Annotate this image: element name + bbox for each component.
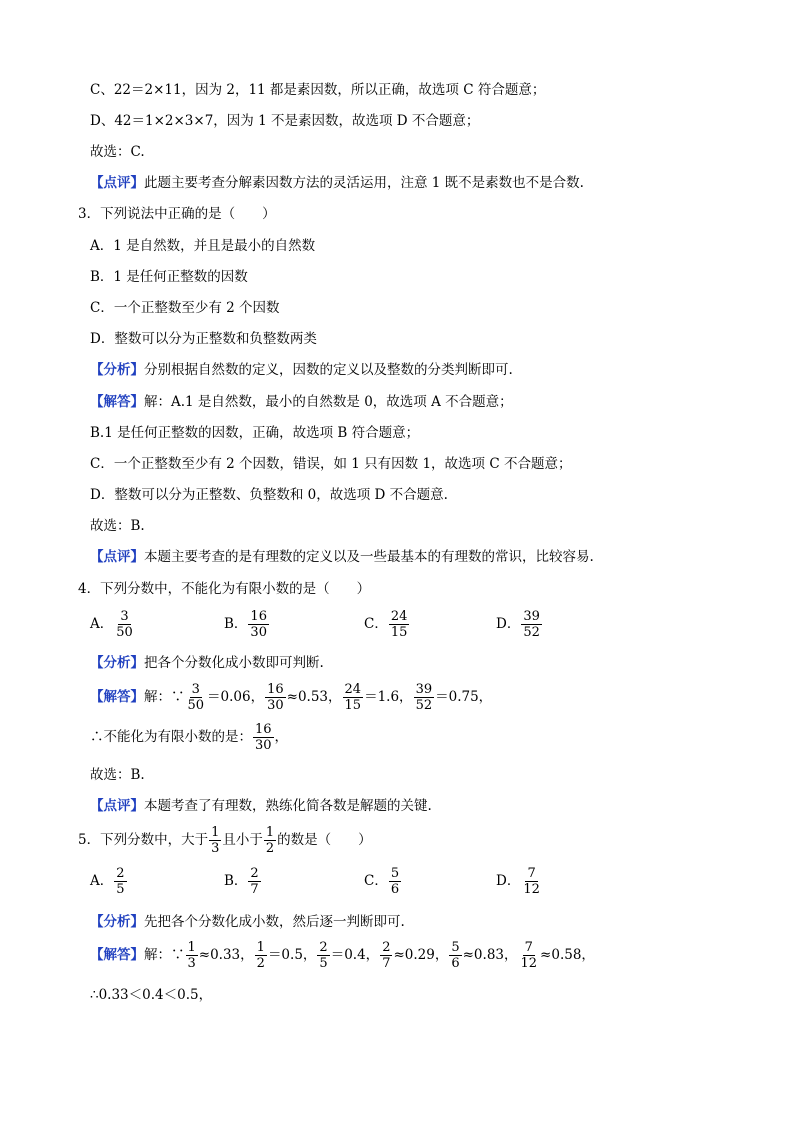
- relation: ，: [274, 729, 289, 745]
- q5-option-d: [496, 866, 543, 897]
- comment-tag: 【点评】: [90, 798, 144, 814]
- numerator: 2: [382, 940, 391, 955]
- q3-option-b: B．1 是任何正整数的因数: [90, 269, 248, 285]
- denominator: 7: [250, 882, 259, 897]
- relation: ＝1.6，: [364, 689, 413, 705]
- option-label: A．: [90, 616, 114, 632]
- numerator: 1: [187, 940, 196, 955]
- q4-comment: [90, 796, 432, 816]
- q5-answer: [90, 938, 595, 972]
- q5-option-c: [364, 866, 402, 897]
- relation: ＝0.4，: [330, 947, 380, 963]
- denominator: 2: [256, 956, 265, 971]
- fraction: [389, 609, 410, 640]
- comment-tag: 【点评】: [90, 549, 144, 565]
- q4-choose: 故选：B.: [90, 767, 145, 783]
- numerator: 2: [116, 866, 125, 881]
- therefore-text: ∴不能化为有限小数的是：: [90, 729, 252, 745]
- numerator: 39: [523, 609, 540, 624]
- numerator: 7: [524, 940, 533, 955]
- denominator: 6: [451, 956, 460, 971]
- option-label: D．: [496, 873, 521, 889]
- answer-text: 解：A.1 是自然数，最小的自然数是 0，故选项 A 不合题意；: [144, 394, 513, 410]
- numerator: 16: [255, 722, 272, 737]
- fraction: [317, 940, 329, 971]
- denominator: 5: [319, 956, 328, 971]
- fraction: [186, 940, 198, 971]
- numerator: 5: [390, 866, 400, 881]
- analysis-text: 先把各个分数化成小数，然后逐一判断即可.: [144, 914, 405, 930]
- denominator: 3: [211, 841, 220, 856]
- q4-therefore: [90, 720, 288, 754]
- option-label: C．: [364, 873, 388, 889]
- denominator: 50: [187, 698, 205, 713]
- option-label: D．: [496, 616, 521, 632]
- relation: ≈0.29，: [393, 947, 449, 963]
- fraction: [389, 866, 401, 897]
- answer-prefix: 解：∵: [144, 947, 185, 963]
- q3-choose: 故选：B.: [90, 518, 145, 534]
- q4-answer: [90, 680, 492, 714]
- denominator: 30: [250, 625, 267, 640]
- numerator: 39: [415, 682, 433, 697]
- q3-option-c: C．一个正整数至少有 2 个因数: [90, 300, 280, 316]
- q5-analysis: [90, 912, 405, 932]
- relation: ≈0.33，: [198, 947, 254, 963]
- comment-text: 本题主要考查的是有理数的定义以及一些最基本的有理数的常识，比较容易.: [144, 549, 594, 565]
- comment-line: [90, 173, 584, 193]
- q4-option-c: [364, 609, 410, 640]
- q5-option-b: [224, 866, 262, 897]
- comment-text: 本题考查了有理数，熟练化简各数是解题的关键.: [144, 798, 432, 814]
- fraction: [449, 940, 461, 971]
- option-label: B．: [224, 873, 248, 889]
- numerator: 24: [344, 682, 362, 697]
- analysis-tag: 【分析】: [90, 914, 144, 930]
- denominator: 30: [267, 698, 284, 713]
- option-label: B．: [224, 616, 248, 632]
- fraction: [519, 940, 540, 971]
- q5-option-a: [90, 866, 128, 897]
- comment-tag: 【点评】: [90, 175, 144, 191]
- fraction: [521, 609, 542, 640]
- q5-last-line: ∴0.33＜0.4＜0.5，: [90, 987, 213, 1003]
- stem-part: 的数是（ ）: [277, 832, 372, 848]
- question-4-stem: 4．下列分数中，不能化为有限小数的是（ ）: [78, 581, 371, 597]
- q3-answer-line-1: [90, 392, 513, 412]
- numerator: 16: [267, 682, 284, 697]
- q4-option-a: [90, 609, 136, 640]
- stem-part: 且小于: [222, 832, 263, 848]
- relation: ＝0.06，: [207, 689, 265, 705]
- answer-tag: 【解答】: [90, 394, 144, 410]
- numerator: 2: [319, 940, 328, 955]
- relation: ≈0.83，: [462, 947, 518, 963]
- question-5-stem: [78, 823, 372, 857]
- q4-analysis: [90, 653, 324, 673]
- denominator: 15: [344, 698, 362, 713]
- fraction: [114, 866, 126, 897]
- option-label: C．: [364, 616, 388, 632]
- fraction: [114, 609, 135, 640]
- comment-text: 此题主要考查分解素因数方法的灵活运用，注意 1 既不是素数也不是合数.: [144, 175, 584, 191]
- fraction: [343, 682, 364, 713]
- denominator: 52: [523, 625, 540, 640]
- numerator: 7: [527, 866, 536, 881]
- fraction: [414, 682, 435, 713]
- fraction: [380, 940, 392, 971]
- denominator: 52: [415, 698, 433, 713]
- denominator: 50: [116, 625, 133, 640]
- q3-answer-line-2: B.1 是任何正整数的因数，正确，故选项 B 符合题意；: [90, 425, 420, 441]
- option-label: A．: [90, 873, 114, 889]
- question-3-stem: 3．下列说法中正确的是（ ）: [78, 206, 276, 222]
- fraction: [521, 866, 542, 897]
- denominator: 3: [187, 956, 196, 971]
- analysis-tag: 【分析】: [90, 362, 144, 378]
- q3-analysis: [90, 360, 513, 380]
- numerator: 24: [390, 609, 408, 624]
- q3-option-a: A．1 是自然数，并且是最小的自然数: [90, 238, 316, 254]
- analysis-text: 把各个分数化成小数即可判断.: [144, 655, 324, 671]
- relation: ＝0.75，: [435, 689, 493, 705]
- denominator: 7: [382, 956, 391, 971]
- denominator: 12: [520, 956, 538, 971]
- fraction: [209, 825, 221, 856]
- q3-option-d: D．整数可以分为正整数和负整数两类: [90, 331, 317, 347]
- answer-tag: 【解答】: [90, 689, 144, 705]
- relation: ≈0.58，: [540, 947, 595, 963]
- denominator: 2: [265, 841, 275, 856]
- q3-answer-line-4: D．整数可以分为正整数、负整数和 0，故选项 D 不合题意.: [90, 487, 448, 503]
- denominator: 6: [390, 882, 400, 897]
- answer-prefix: 解：∵: [144, 689, 185, 705]
- stem-part: 5．下列分数中，大于: [78, 832, 209, 848]
- fraction: [253, 722, 274, 753]
- numerator: 3: [120, 609, 129, 624]
- fraction: [248, 866, 260, 897]
- denominator: 5: [116, 882, 125, 897]
- denominator: 15: [390, 625, 408, 640]
- analysis-tag: 【分析】: [90, 655, 144, 671]
- solution-line-d: D、42＝1×2×3×7，因为 1 不是素因数，故选项 D 不合题意；: [90, 113, 480, 129]
- fraction: [255, 940, 267, 971]
- q3-answer-line-3: C．一个正整数至少有 2 个因数，错误，如 1 只有因数 1，故选项 C 不合题意；: [90, 456, 572, 472]
- solution-line-c: C、22＝2×11，因为 2，11 都是素因数，所以正确，故选项 C 符合题意；: [90, 82, 546, 98]
- fraction: [264, 825, 276, 856]
- fraction: [265, 682, 286, 713]
- numerator: 16: [250, 609, 267, 624]
- choose-line: 故选：C.: [90, 144, 145, 160]
- relation: ≈0.53，: [286, 689, 342, 705]
- numerator: 1: [256, 940, 265, 955]
- numerator: 2: [250, 866, 259, 881]
- numerator: 5: [451, 940, 460, 955]
- numerator: 1: [265, 825, 275, 840]
- relation: ＝0.5，: [267, 947, 317, 963]
- q3-comment: [90, 547, 594, 567]
- fraction: [186, 682, 207, 713]
- denominator: 12: [523, 882, 540, 897]
- answer-tag: 【解答】: [90, 947, 144, 963]
- fraction: [248, 609, 269, 640]
- numerator: 1: [211, 825, 220, 840]
- denominator: 30: [255, 738, 272, 753]
- numerator: 3: [191, 682, 200, 697]
- q4-option-b: [224, 609, 270, 640]
- analysis-text: 分别根据自然数的定义，因数的定义以及整数的分类判断即可.: [144, 362, 513, 378]
- q4-option-d: [496, 609, 543, 640]
